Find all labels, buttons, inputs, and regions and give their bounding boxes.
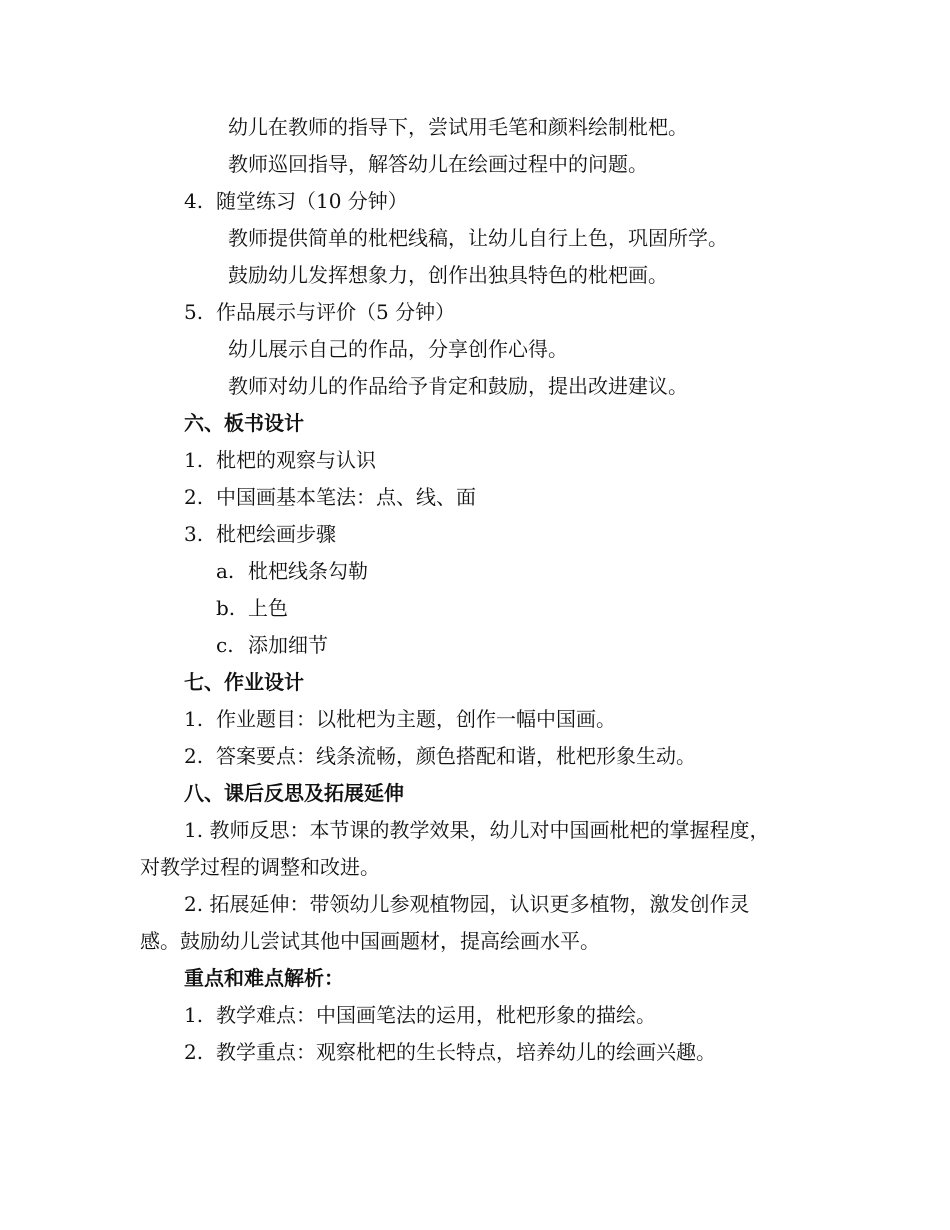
step4-line-1: 教师提供简单的枇杷线稿，让幼儿自行上色，巩固所学。 bbox=[228, 226, 728, 250]
section-6-item-1-text: 枇杷的观察与认识 bbox=[216, 448, 376, 472]
key-points-item-1-number: 1. bbox=[184, 1003, 204, 1027]
step4-title: 随堂练习（10 分钟） bbox=[216, 189, 408, 213]
section-6-heading: 六、板书设计 bbox=[184, 411, 304, 435]
section-8-paragraph-2-line-1: 2. 拓展延伸：带领幼儿参观植物园，认识更多植物，激发创作灵 bbox=[184, 892, 750, 916]
section-6-item-1-number: 1. bbox=[184, 448, 204, 472]
step5-title: 作品展示与评价（5 分钟） bbox=[216, 300, 456, 324]
section-8-paragraph-1-line-2: 对教学过程的调整和改进。 bbox=[140, 855, 380, 879]
section-6-item-3 bbox=[184, 522, 336, 546]
section-6-subitem-c-label: c. bbox=[216, 633, 234, 657]
section-6-item-2-text: 中国画基本笔法：点、线、面 bbox=[216, 485, 476, 509]
step4-line-2: 鼓励幼儿发挥想象力，创作出独具特色的枇杷画。 bbox=[228, 263, 668, 287]
key-points-item-2 bbox=[184, 1040, 716, 1064]
section-6-subitem-c-text: 添加细节 bbox=[248, 633, 328, 657]
step5-heading bbox=[184, 300, 455, 324]
step5-line-2: 教师对幼儿的作品给予肯定和鼓励，提出改进建议。 bbox=[228, 374, 688, 398]
section-6-item-3-number: 3. bbox=[184, 522, 204, 546]
key-points-item-2-text: 教学重点：观察枇杷的生长特点，培养幼儿的绘画兴趣。 bbox=[216, 1040, 716, 1064]
section-6-item-1 bbox=[184, 448, 376, 472]
step4-number: 4. bbox=[184, 189, 204, 213]
section-8-heading: 八、课后反思及拓展延伸 bbox=[184, 781, 404, 805]
section-6-subitem-c bbox=[216, 633, 328, 657]
section-7-item-2-number: 2. bbox=[184, 744, 204, 768]
section-7-item-2 bbox=[184, 744, 696, 768]
step3-line-2: 教师巡回指导，解答幼儿在绘画过程中的问题。 bbox=[228, 152, 648, 176]
section-7-item-1 bbox=[184, 707, 616, 731]
section-7-item-1-text: 作业题目：以枇杷为主题，创作一幅中国画。 bbox=[216, 707, 616, 731]
step3-line-1: 幼儿在教师的指导下，尝试用毛笔和颜料绘制枇杷。 bbox=[228, 115, 688, 139]
section-6-subitem-a-text: 枇杷线条勾勒 bbox=[248, 559, 368, 583]
section-6-subitem-a bbox=[216, 559, 368, 583]
key-points-item-2-number: 2. bbox=[184, 1040, 204, 1064]
section-6-subitem-b-label: b. bbox=[216, 596, 236, 620]
section-7-item-2-text: 答案要点：线条流畅，颜色搭配和谐，枇杷形象生动。 bbox=[216, 744, 696, 768]
section-6-item-2 bbox=[184, 485, 476, 509]
step5-line-1: 幼儿展示自己的作品，分享创作心得。 bbox=[228, 337, 568, 361]
section-7-item-1-number: 1. bbox=[184, 707, 204, 731]
section-6-subitem-b bbox=[216, 596, 288, 620]
key-points-item-1-text: 教学难点：中国画笔法的运用，枇杷形象的描绘。 bbox=[216, 1003, 656, 1027]
section-6-item-2-number: 2. bbox=[184, 485, 204, 509]
key-points-heading: 重点和难点解析： bbox=[184, 966, 344, 990]
step4-heading bbox=[184, 189, 408, 213]
section-7-heading: 七、作业设计 bbox=[184, 670, 304, 694]
section-6-subitem-a-label: a. bbox=[216, 559, 235, 583]
section-6-subitem-b-text: 上色 bbox=[248, 596, 288, 620]
section-8-paragraph-2-line-2: 感。鼓励幼儿尝试其他中国画题材，提高绘画水平。 bbox=[140, 929, 600, 953]
step5-number: 5. bbox=[184, 300, 204, 324]
section-8-paragraph-1-line-1: 1. 教师反思：本节课的教学效果，幼儿对中国画枇杷的掌握程度， bbox=[184, 818, 770, 842]
section-6-item-3-text: 枇杷绘画步骤 bbox=[216, 522, 336, 546]
key-points-item-1 bbox=[184, 1003, 656, 1027]
